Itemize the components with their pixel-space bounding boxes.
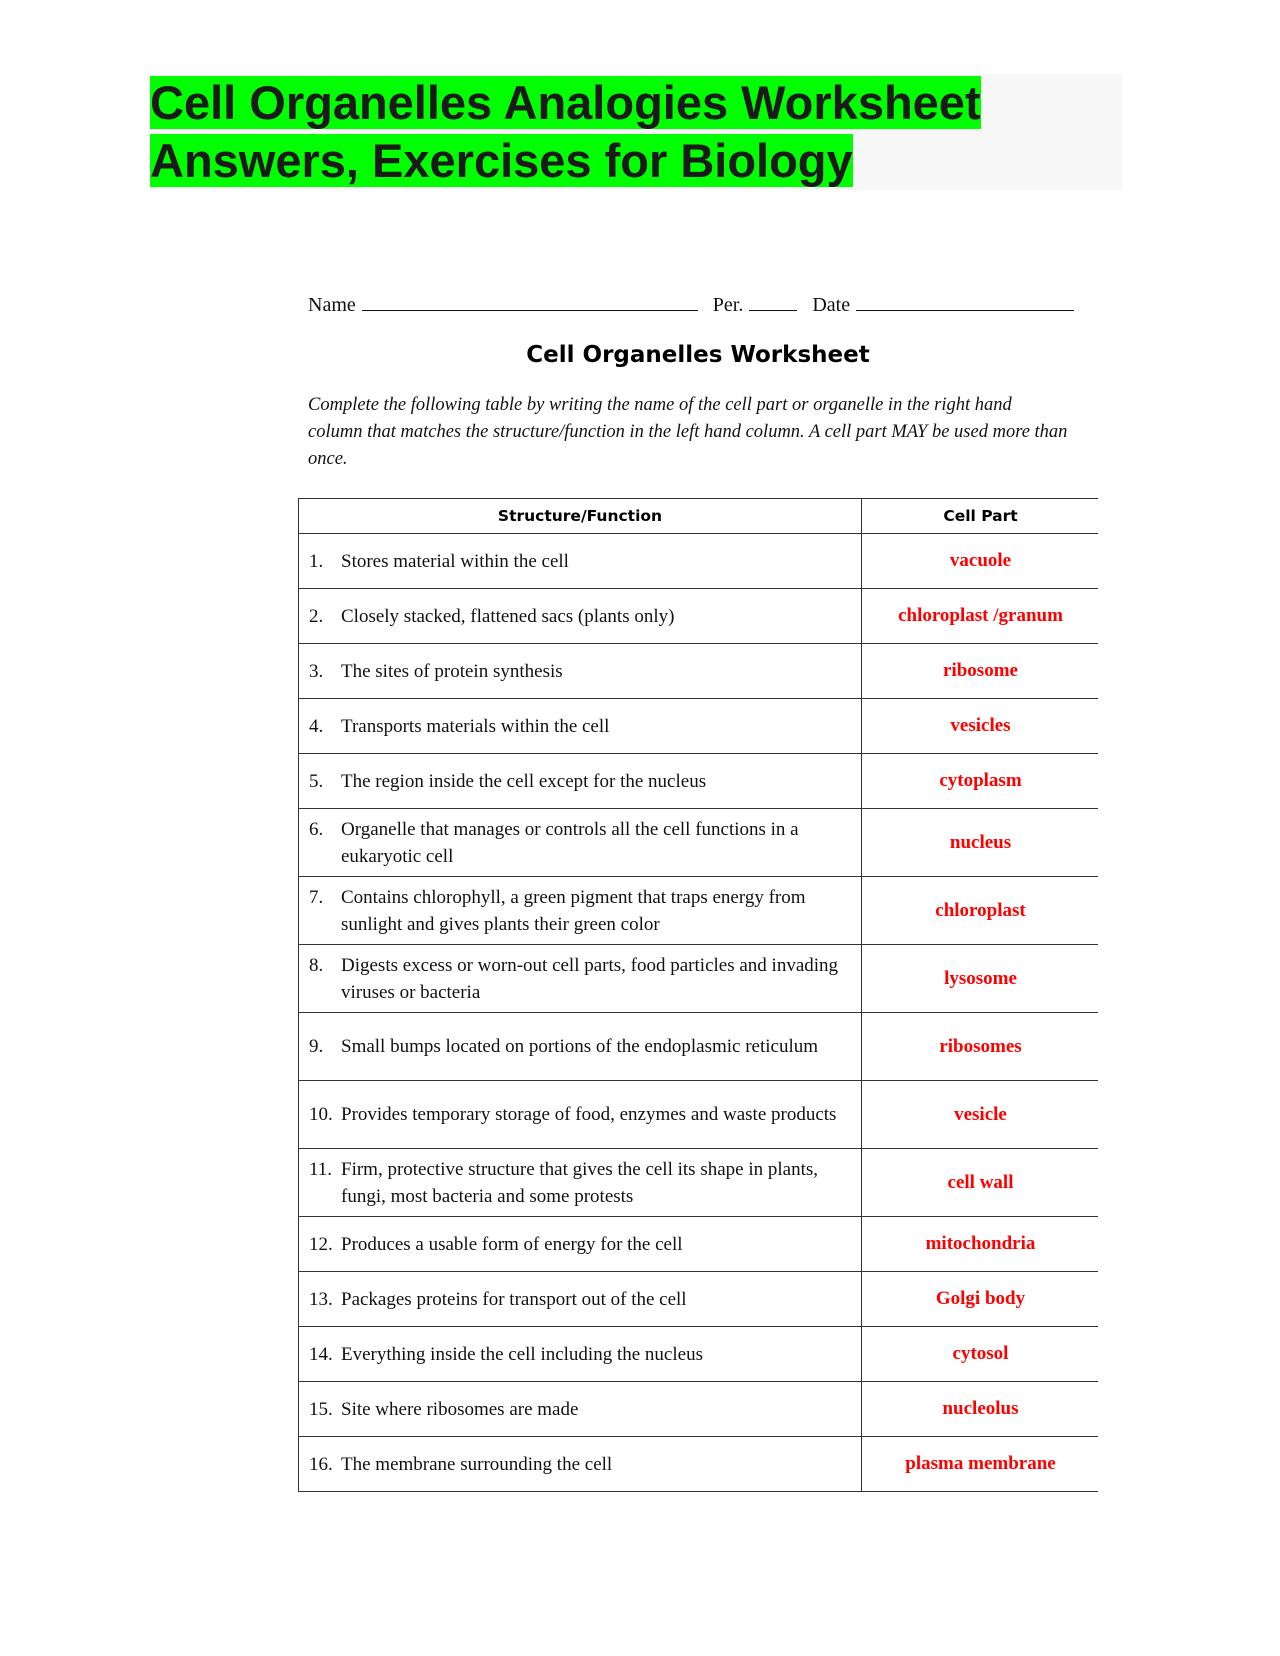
item-description: Site where ribosomes are made [341, 1398, 579, 1420]
structure-function-cell [299, 1013, 862, 1081]
item-description: Transports materials within the cell [341, 715, 610, 737]
worksheet-title: Cell Organelles Worksheet [526, 342, 870, 368]
item-description: Small bumps located on portions of the endoplasmic reticulum [341, 1036, 819, 1057]
cell-part-answer: lysosome [862, 945, 1099, 1013]
item-number: 2. [309, 605, 324, 627]
period-blank [749, 292, 797, 311]
structure-function-cell [299, 699, 862, 754]
name-label: Name [308, 294, 356, 316]
table-row [299, 754, 1099, 809]
item-number: 9. [309, 1036, 324, 1057]
cell-part-answer: cytosol [862, 1327, 1099, 1382]
cell-part-answer: nucleolus [862, 1382, 1099, 1437]
cell-part-answer: chloroplast [862, 877, 1099, 945]
item-description: Everything inside the cell including the nucleus [341, 1343, 703, 1365]
period-label: Per. [712, 294, 744, 316]
structure-function-cell [299, 1217, 862, 1272]
table-row [299, 534, 1099, 589]
instructions: Complete the following table by writing the name of the cell part or organelle in the right hand column that matches the structure/function in the left hand column. A cell part MAY be used more than once. [308, 395, 1068, 469]
item-description: Packages proteins for transport out of the cell [341, 1288, 687, 1310]
table-row [299, 1081, 1099, 1149]
cell-part-answer: vesicles [862, 699, 1099, 754]
structure-function-cell [299, 1382, 862, 1437]
page-title: Cell Organelles Analogies Worksheet Answers, Exercises for Biology [150, 76, 981, 187]
cell-part-answer: vacuole [862, 534, 1099, 589]
organelle-table [298, 498, 1098, 1492]
table-row [299, 809, 1099, 877]
date-label: Date [812, 294, 851, 316]
cell-part-answer: Golgi body [862, 1272, 1099, 1327]
item-description: Organelle that manages or controls all the cell functions in a eukaryotic cell [341, 818, 799, 867]
item-description: Closely stacked, flattened sacs (plants only) [341, 605, 675, 627]
cell-part-answer: mitochondria [862, 1217, 1099, 1272]
item-number: 6. [309, 818, 324, 840]
structure-function-cell [299, 1437, 862, 1492]
item-number: 1. [309, 550, 324, 572]
table-row [299, 644, 1099, 699]
name-blank [362, 292, 698, 311]
item-description: The membrane surrounding the cell [341, 1453, 613, 1475]
item-number: 11. [309, 1158, 333, 1180]
item-number: 7. [309, 886, 324, 908]
item-number: 8. [309, 954, 324, 976]
structure-function-cell [299, 877, 862, 945]
structure-function-cell [299, 534, 862, 589]
structure-function-cell [299, 809, 862, 877]
structure-function-cell [299, 1272, 862, 1327]
student-info-line [308, 292, 1084, 317]
cell-part-answer: chloroplast /granum [862, 589, 1099, 644]
table-row [299, 589, 1099, 644]
item-number: 13. [309, 1288, 333, 1310]
header-cell-part: Cell Part [862, 499, 1099, 534]
table-row [299, 1327, 1099, 1382]
item-number: 4. [309, 715, 324, 737]
item-number: 15. [309, 1398, 333, 1420]
cell-part-answer: cytoplasm [862, 754, 1099, 809]
table-row [299, 1382, 1099, 1437]
table-row [299, 1013, 1099, 1081]
table-row [299, 1149, 1099, 1217]
cell-part-answer: nucleus [862, 809, 1099, 877]
table-row [299, 945, 1099, 1013]
item-number: 12. [309, 1233, 333, 1255]
item-number: 3. [309, 660, 324, 682]
header-structure-function: Structure/Function [299, 499, 862, 534]
structure-function-cell [299, 1081, 862, 1149]
item-number: 10. [309, 1104, 333, 1125]
structure-function-cell [299, 945, 862, 1013]
structure-function-cell [299, 1149, 862, 1217]
table-row [299, 1437, 1099, 1492]
structure-function-cell [299, 1327, 862, 1382]
item-description: Contains chlorophyll, a green pigment that traps energy from sunlight and gives plants their green color [341, 886, 806, 935]
item-number: 5. [309, 770, 324, 792]
cell-part-answer: vesicle [862, 1081, 1099, 1149]
cell-part-answer: ribosomes [862, 1013, 1099, 1081]
item-description: The sites of protein synthesis [341, 660, 563, 682]
table-row [299, 699, 1099, 754]
item-description: Stores material within the cell [341, 550, 569, 572]
item-description: Digests excess or worn-out cell parts, food particles and invading viruses or bacteria [341, 954, 839, 1003]
table-row [299, 877, 1099, 945]
item-description: The region inside the cell except for the nucleus [341, 770, 707, 792]
date-blank [856, 292, 1074, 311]
cell-part-answer: ribosome [862, 644, 1099, 699]
item-description: Produces a usable form of energy for the cell [341, 1233, 683, 1255]
cell-part-answer: plasma membrane [862, 1437, 1099, 1492]
item-description: Firm, protective structure that gives the cell its shape in plants, fungi, most bacteria and some protests [341, 1158, 818, 1207]
structure-function-cell [299, 589, 862, 644]
table-row [299, 1272, 1099, 1327]
cell-part-answer: cell wall [862, 1149, 1099, 1217]
structure-function-cell [299, 754, 862, 809]
item-number: 14. [309, 1343, 333, 1365]
item-description: Provides temporary storage of food, enzymes and waste products [341, 1104, 837, 1125]
table-row [299, 1217, 1099, 1272]
worksheet-image [298, 280, 1098, 1496]
item-number: 16. [309, 1453, 333, 1475]
structure-function-cell [299, 644, 862, 699]
